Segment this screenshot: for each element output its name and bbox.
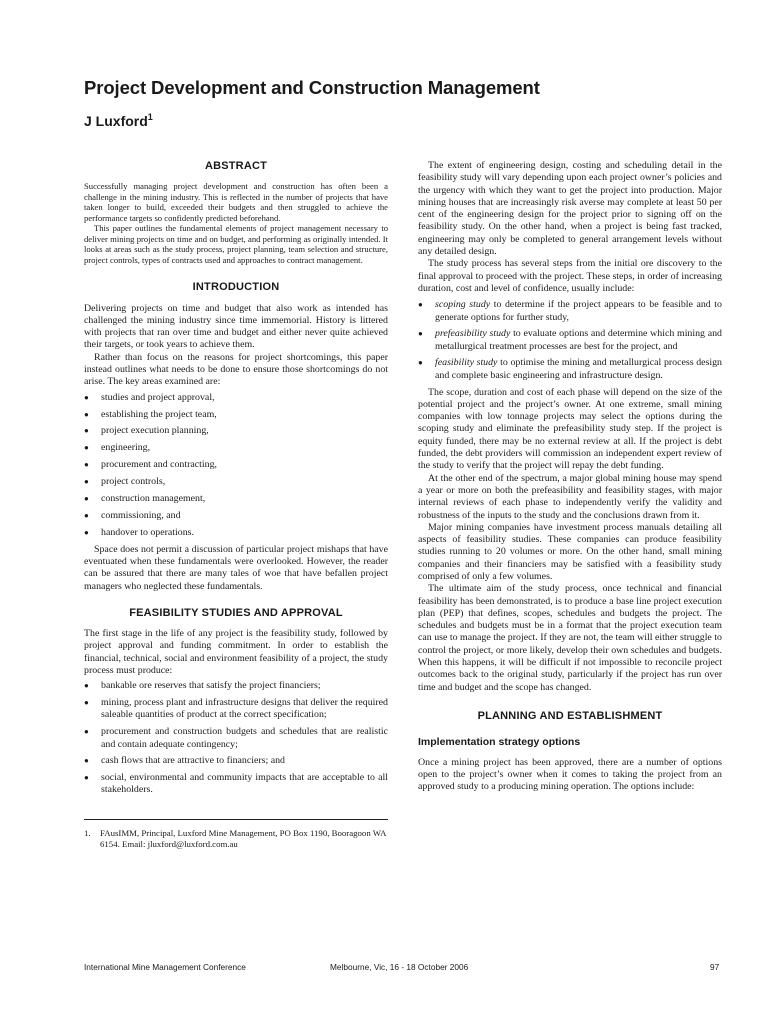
list-item-text: project controls, — [101, 476, 166, 488]
list-item-text: cash flows that are attractive to financiers; and — [101, 755, 285, 767]
list-item-text: engineering, — [101, 442, 151, 454]
author-line — [84, 112, 704, 130]
paper-title: Project Development and Construction Management — [84, 77, 540, 98]
bullet-icon: ● — [84, 443, 89, 453]
body-paragraph: The study process has several steps from the initial ore discovery to the final approval to proceed with the project. These steps, in order of increasing duration, cost and level of confidence, usually include: — [418, 258, 722, 294]
list-item — [84, 442, 388, 454]
footer-conference: International Mine Management Conference — [84, 962, 246, 972]
body-paragraph: The ultimate aim of the study process, once technical and financial feasibility has been demonstrated, is to produce a base line project execution plan (PEP) that defines, scopes, schedules and budgets the project. The schedules and budgets must be in a format that the project execution team can use to manage the project. If they are not, the team will either struggle to control the project, or more likely, develop their own schedules and budgets. When this happens, it will be difficult if not impossible to reconcile project outcomes back to the original study, particularly if the project has run over time and budget and the scope has changed. — [418, 583, 722, 693]
footnote-text: FAusIMM, Principal, Luxford Mine Management, PO Box 1190, Booragoon WA 6154. Email: jluxford@luxford.com.au — [100, 827, 386, 849]
bullet-icon: ● — [84, 477, 89, 487]
list-item-text: procurement and contracting, — [101, 459, 217, 471]
list-item-text: handover to operations. — [101, 526, 194, 538]
body-paragraph: Major mining companies have investment process manuals detailing all aspects of feasibility studies. These companies can produce feasibility studies running to 20 volumes or more. On the other hand, small mining companies and their financiers may be satisfied with a feasibility study comprised of only a few volumes. — [418, 521, 722, 582]
footnote — [84, 828, 388, 850]
list-item-text: commissioning, and — [101, 509, 181, 521]
study-step-text: to evaluate options and determine which mining and metallurgical treatment processes are best for the project, and — [435, 328, 722, 352]
list-item-text: establishing the project team, — [101, 408, 217, 420]
body-paragraph: The scope, duration and cost of each phase will depend on the size of the potential project and the project’s owner. At one extreme, small mining companies with low tonnage projects may select the options during the scoping study and eliminate the prefeasibility study step. If the project is equity funded, there may be no external review at all. If the project is debt funded, the debt providers will commission an independent expert review of the study to verify that the project will repay the debt funding. — [418, 386, 722, 472]
footnote-divider — [84, 819, 388, 820]
list-item — [84, 409, 388, 421]
list-item — [84, 680, 388, 692]
bullet-icon: ● — [84, 727, 89, 737]
bullet-icon: ● — [84, 756, 89, 766]
list-item-text: social, environmental and community impacts that are acceptable to all stakeholders. — [101, 772, 388, 796]
list-item-text: project execution planning, — [101, 425, 209, 437]
list-item — [84, 459, 388, 471]
bullet-icon: ● — [418, 329, 423, 339]
bullet-icon: ● — [418, 358, 423, 368]
bullet-icon: ● — [84, 409, 89, 419]
list-item-text: bankable ore reserves that satisfy the project financiers; — [101, 680, 321, 692]
footnote-number: 1. — [84, 827, 91, 838]
study-outputs-list — [84, 680, 388, 796]
body-paragraph: The first stage in the life of any project is the feasibility study, followed by project approval and funding commitment. In order to establish the financial, technical, social and environment feasibility of a project, the study process must produce: — [84, 628, 388, 677]
list-item — [84, 726, 388, 751]
body-paragraph: Delivering projects on time and budget that also work as intended has challenged the mining industry since time immemorial. History is littered with projects that ran over time and budget and either never quite achieved their targets, or took years to achieve them. — [84, 302, 388, 351]
abstract-heading: ABSTRACT — [204, 160, 268, 172]
bullet-icon: ● — [84, 773, 89, 783]
abstract-paragraph: This paper outlines the fundamental elements of project management necessary to deliver mining projects on time and on budget, and performing as originally intended. It looks at areas such as the study process, project planning, team selection and structure, project controls, types of contracts used and approaches to contract management. — [84, 223, 388, 265]
bullet-icon: ● — [84, 460, 89, 470]
body-paragraph: Once a mining project has been approved, there are a number of options open to the project’s owner when it comes to taking the project from an approved study to a producing mining operation. The options include: — [418, 756, 722, 793]
list-item — [84, 755, 388, 767]
author-name: J Luxford — [84, 113, 148, 129]
bullet-icon: ● — [84, 527, 89, 537]
bullet-icon: ● — [84, 392, 89, 402]
list-item — [84, 697, 388, 722]
body-paragraph: The extent of engineering design, costing and scheduling detail in the feasibility study will vary depending upon each project owner’s policies and the urgency with which they want to get the project into production. Major mining houses that are increasingly risk averse may complete at least 50 per cent of the engineering design for the project prior to signing off on the feasibility study. On the other hand, when a project is being fast tracked, engineering may only be completed to general arrangement levels without any detailed design. — [418, 160, 722, 258]
bullet-icon: ● — [84, 510, 89, 520]
bullet-icon: ● — [84, 494, 89, 504]
list-item — [84, 527, 388, 539]
list-item — [84, 392, 388, 404]
study-step-text: to optimise the mining and metallurgical process design and complete basic engineering and infrastructure design. — [435, 357, 722, 381]
introduction-heading: INTRODUCTION — [192, 281, 280, 294]
bullet-icon: ● — [84, 698, 89, 708]
bullet-icon: ● — [84, 681, 89, 691]
feasibility-heading: FEASIBILITY STUDIES AND APPROVAL — [129, 606, 343, 619]
study-step-term: feasibility study — [435, 357, 498, 369]
list-item — [418, 357, 722, 382]
list-item — [84, 510, 388, 522]
list-item — [84, 493, 388, 505]
footer-location-date: Melbourne, Vic, 16 - 18 October 2006 — [330, 962, 469, 972]
list-item-text: procurement and construction budgets and schedules that are realistic and contain adequate contingency; — [101, 726, 388, 750]
key-areas-list — [84, 392, 388, 539]
bullet-icon: ● — [84, 426, 89, 436]
list-item — [84, 772, 388, 797]
subsection-heading: Implementation strategy options — [418, 736, 581, 749]
page-number: 97 — [710, 962, 720, 972]
body-paragraph: Rather than focus on the reasons for project shortcomings, this paper instead outlines what needs to be done to ensure those shortcomings do not arise. The key areas examined are: — [84, 351, 388, 388]
study-step-term: prefeasibility study — [435, 328, 511, 340]
title-block — [84, 76, 704, 130]
list-item — [84, 476, 388, 488]
planning-heading: PLANNING AND ESTABLISHMENT — [477, 709, 663, 722]
list-item — [418, 328, 722, 353]
study-step-term: scoping study — [435, 299, 491, 311]
body-paragraph: Space does not permit a discussion of particular project mishaps that have eventuated when these fundamentals were overlooked. However, the reader can be assured that there are many tales of woe that have befallen project managers who neglected these fundamentals. — [84, 543, 388, 592]
study-step-text: to determine if the project appears to be feasible and to generate options for further study, — [435, 299, 722, 323]
list-item-text: studies and project approval, — [101, 391, 215, 403]
body-paragraph: At the other end of the spectrum, a major global mining house may spend a year or more on both the prefeasibility and feasibility stages, with major internal reviews of each phase to independently verify the validity and robustness of the inputs to the study and the conclusions drawn from it. — [418, 472, 722, 521]
list-item — [418, 299, 722, 324]
list-item-text: mining, process plant and infrastructure designs that deliver the required saleable quantities of product at the correct specification; — [101, 697, 388, 721]
list-item — [84, 425, 388, 437]
list-item-text: construction management, — [101, 493, 206, 505]
bullet-icon: ● — [418, 300, 423, 310]
study-steps-list — [418, 299, 722, 382]
right-column — [418, 160, 722, 793]
author-footnote-marker: 1 — [147, 112, 153, 122]
abstract-paragraph: Successfully managing project development and construction has often been a challenge in the mining industry. This is reflected in the number of projects that have taken longer to build, exceeded their budgets and then struggled to achieve the performance targets so confidently predicted beforehand. — [84, 181, 388, 223]
left-column — [84, 160, 388, 850]
